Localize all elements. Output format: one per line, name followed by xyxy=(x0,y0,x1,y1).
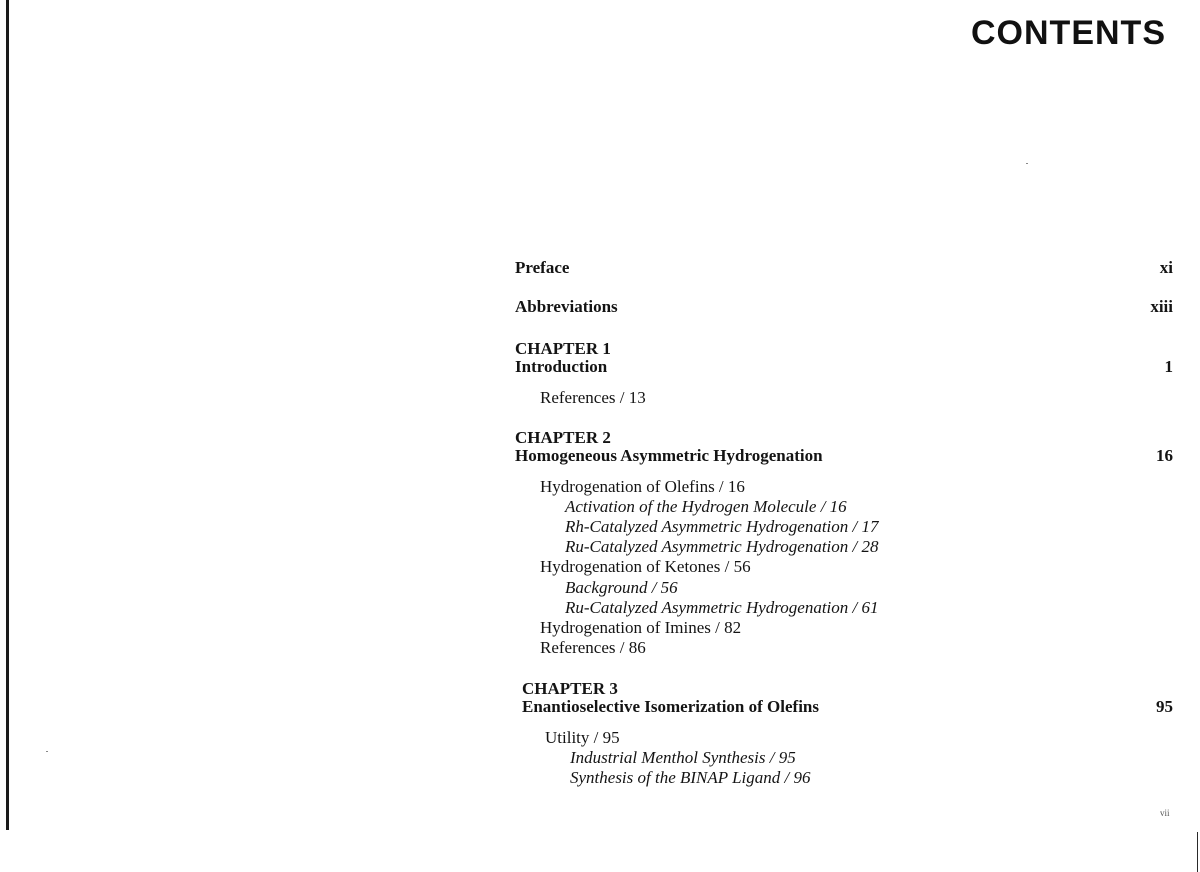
chapter-heading: CHAPTER 3 xyxy=(522,679,618,698)
toc-subentry[interactable]: Utility / 95 xyxy=(545,728,620,747)
chapter-title: Introduction xyxy=(515,357,608,376)
toc-subentry[interactable]: Activation of the Hydrogen Molecule / 16 xyxy=(565,497,847,516)
toc-subentry[interactable]: References / 13 xyxy=(540,388,646,407)
toc-subentry[interactable]: Hydrogenation of Ketones / 56 xyxy=(540,557,751,576)
toc-subentry[interactable]: Ru-Catalyzed Asymmetric Hydrogenation / 61 xyxy=(565,598,879,617)
toc-subentry[interactable]: Synthesis of the BINAP Ligand / 96 xyxy=(570,768,811,787)
chapter-title: Homogeneous Asymmetric Hydrogenation xyxy=(515,446,823,465)
toc-page-number: xi xyxy=(1159,258,1173,277)
page-folio: vii xyxy=(1160,808,1170,818)
page-title: CONTENTS xyxy=(971,14,1166,52)
toc-entry-abbreviations[interactable] xyxy=(515,297,1173,319)
toc-subentry[interactable]: Hydrogenation of Olefins / 16 xyxy=(540,477,745,496)
toc-page-number: xiii xyxy=(1150,297,1173,316)
toc-entry-preface[interactable] xyxy=(515,258,1173,280)
toc-chapter-3[interactable] xyxy=(522,679,1173,719)
toc-entry-label: Abbreviations xyxy=(515,297,618,316)
toc-subentry[interactable]: References / 86 xyxy=(540,638,646,657)
chapter-heading: CHAPTER 1 xyxy=(515,339,611,358)
toc-page-number: 16 xyxy=(1156,446,1173,465)
toc-subentry[interactable]: Background / 56 xyxy=(565,578,678,597)
toc-subentry[interactable]: Ru-Catalyzed Asymmetric Hydrogenation / 28 xyxy=(565,537,879,556)
toc-page-number: 1 xyxy=(1164,357,1173,376)
toc-page-number: 95 xyxy=(1156,697,1173,716)
toc-chapter-2[interactable] xyxy=(515,428,1173,468)
chapter-heading: CHAPTER 2 xyxy=(515,428,611,447)
toc-subentry[interactable]: Industrial Menthol Synthesis / 95 xyxy=(570,748,796,767)
toc-chapter-1[interactable] xyxy=(515,339,1173,379)
toc-subentry[interactable]: Hydrogenation of Imines / 82 xyxy=(540,618,742,637)
toc-subentry[interactable]: Rh-Catalyzed Asymmetric Hydrogenation / 17 xyxy=(565,517,879,536)
toc-entry-label: Preface xyxy=(515,258,570,277)
chapter-title: Enantioselective Isomerization of Olefins xyxy=(522,697,819,716)
